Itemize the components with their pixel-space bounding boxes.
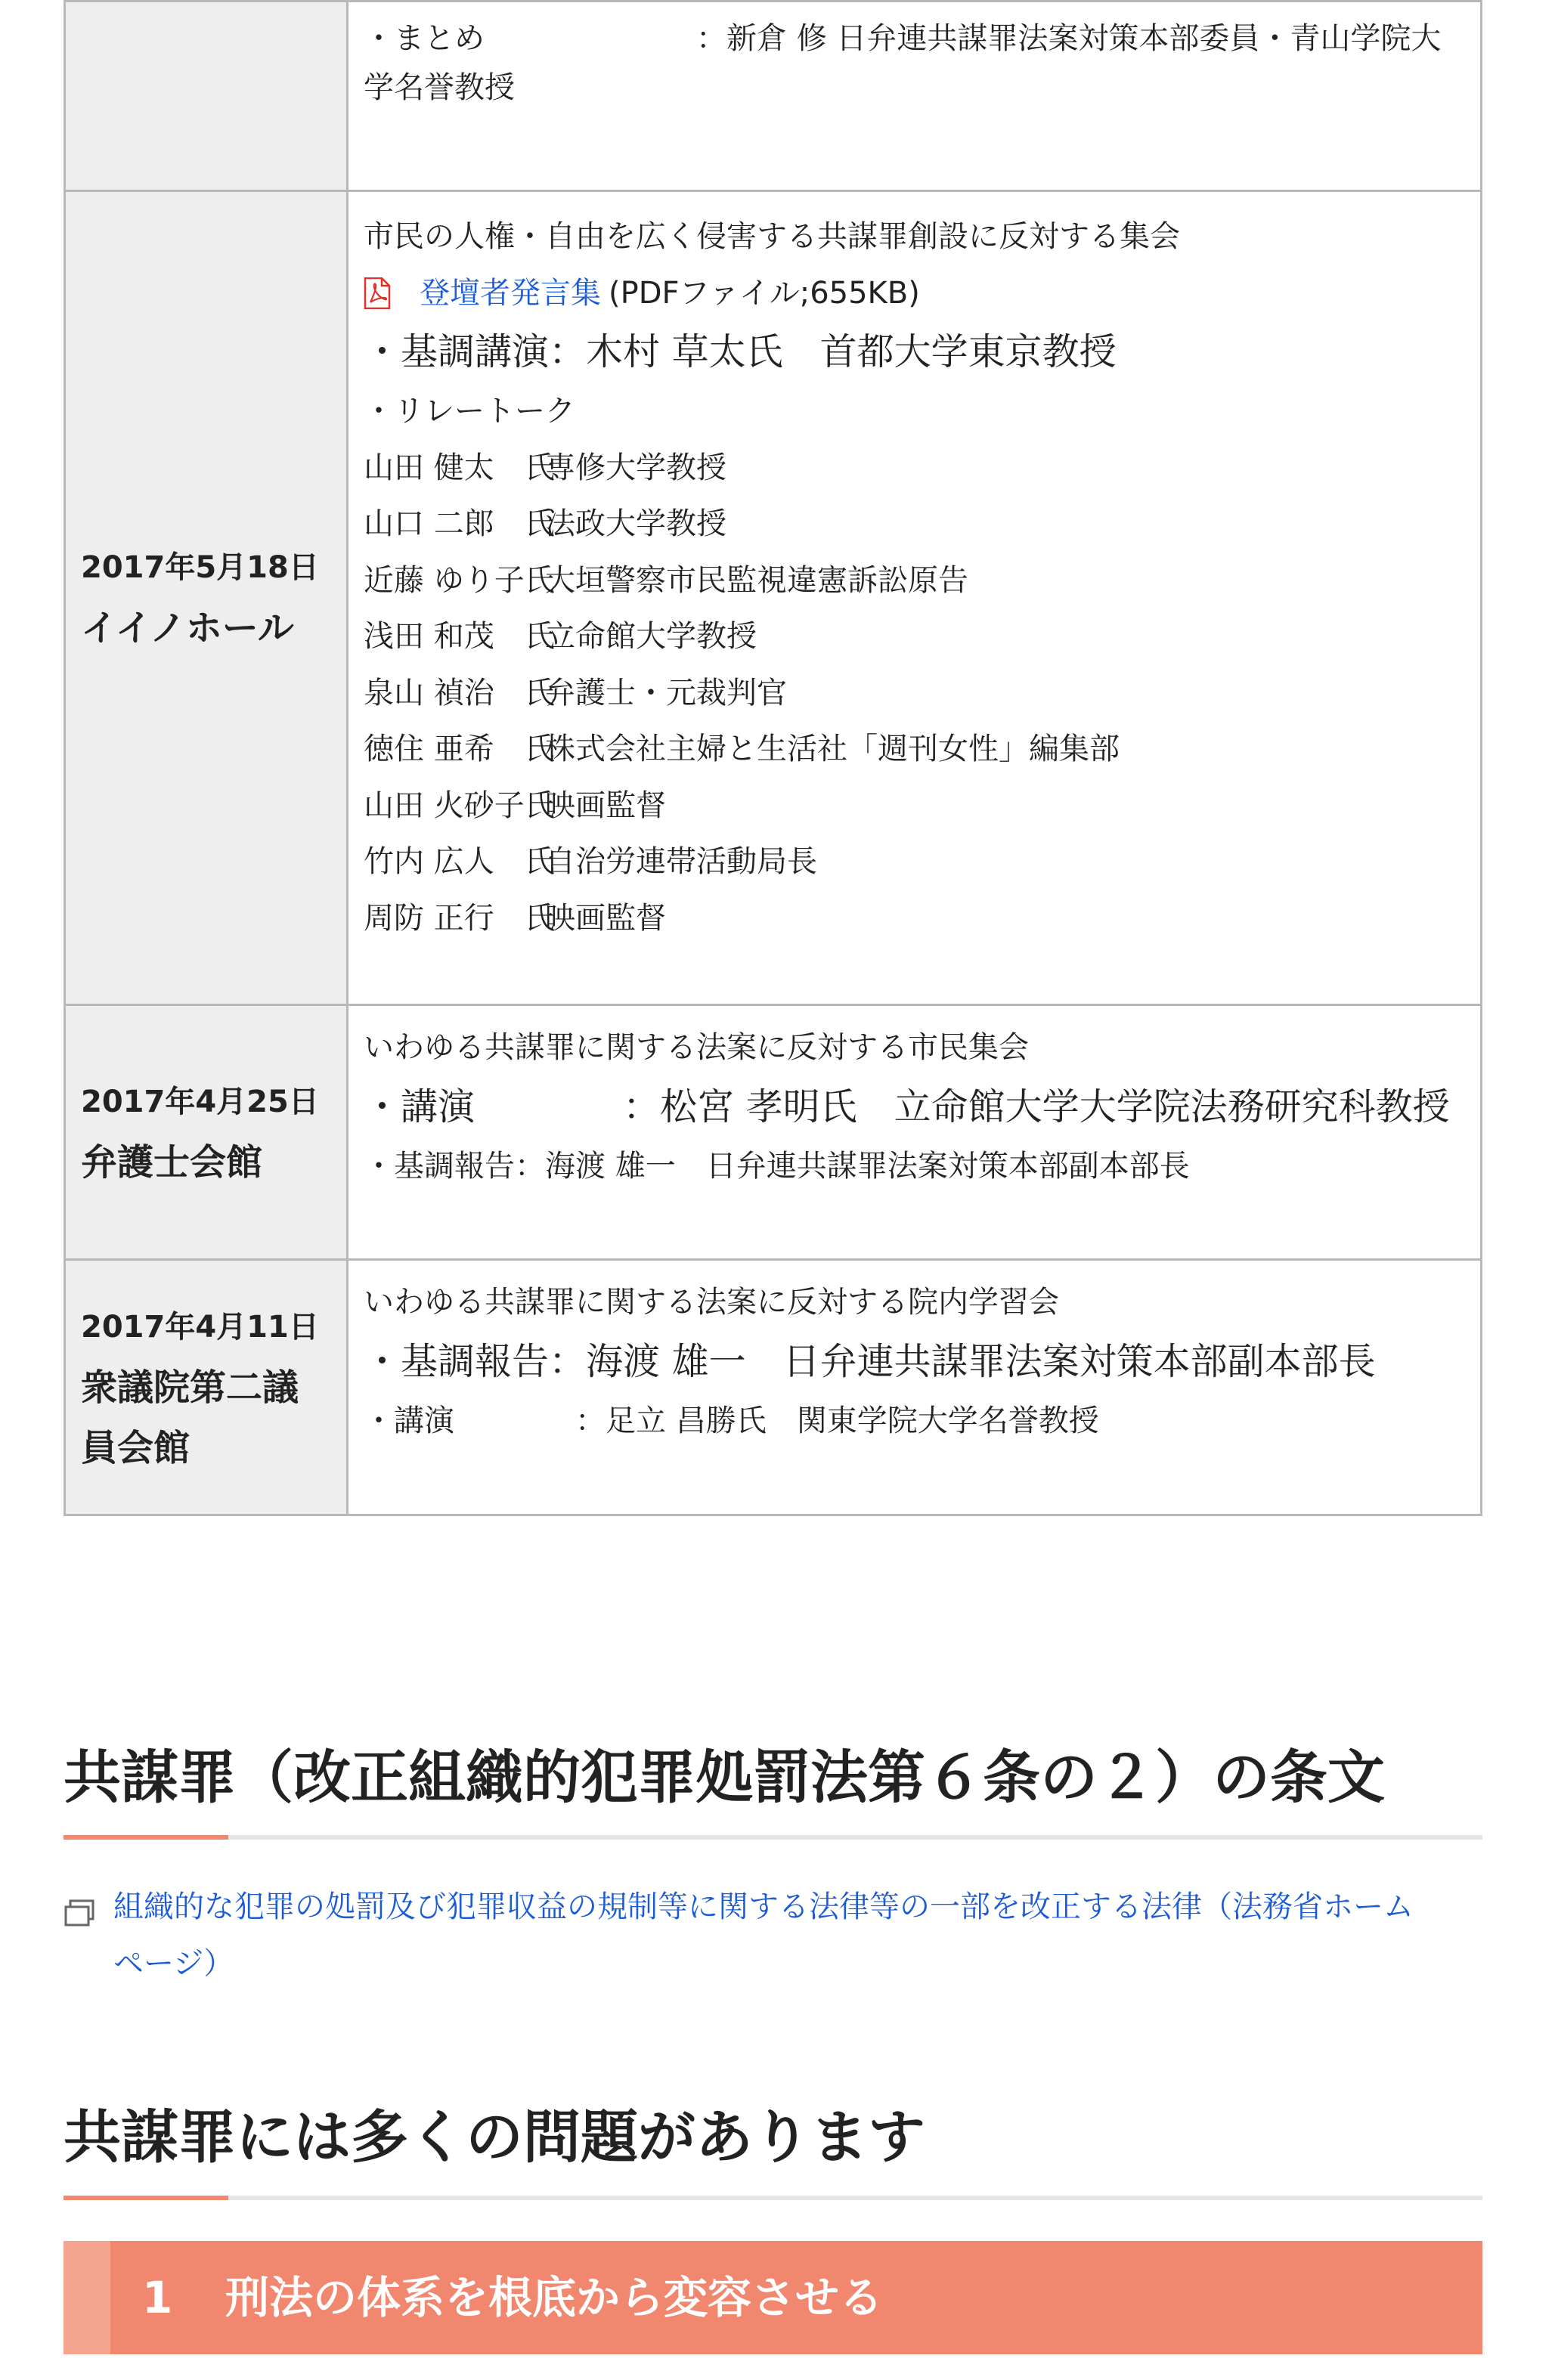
event-row xyxy=(65,191,1482,1005)
speaker-name: 周防 正行 氏 xyxy=(364,900,555,936)
speaker-name: 山田 健太 氏 xyxy=(364,450,555,485)
keynote-line: ・基調講演：木村 草太氏 首都大学東京教授 xyxy=(364,330,1117,373)
problem-number: 1 xyxy=(142,2272,173,2323)
speaker-title: 映画監督 xyxy=(545,788,666,823)
report-line: ・基調報告：海渡 雄一 日弁連共謀罪法案対策本部副本部長 xyxy=(364,1339,1376,1383)
law-section-heading: 共謀罪（改正組織的犯罪処罰法第６条の２）の条文 xyxy=(64,1744,1385,1811)
summary-line-cont: 学名誉教授 xyxy=(364,70,515,105)
speaker-row xyxy=(364,552,1465,609)
problems-heading-rule xyxy=(64,2196,1482,2200)
law-link-line-1: 組織的な犯罪の処罰及び犯罪収益の規制等に関する法律等の一部を改正する法律（法務省ホーム xyxy=(113,1889,1414,1924)
event-venue: 弁護士会館 xyxy=(81,1141,263,1184)
pdf-file-meta: (PDFファイル;655KB) xyxy=(609,275,920,311)
event-date: 2017年5月18日 xyxy=(81,550,319,585)
speaker-row xyxy=(364,608,1465,665)
event-date-cell xyxy=(65,2,348,191)
speaker-title: 自治労連帯活動局長 xyxy=(545,844,817,879)
law-heading-rule xyxy=(64,1835,1482,1840)
speaker-title: 株式会社主婦と生活社「週刊女性」編集部 xyxy=(545,732,1120,766)
event-content-cell xyxy=(348,1260,1482,1515)
heading-accent xyxy=(64,2196,228,2200)
event-venue-line-2: 員会館 xyxy=(81,1426,191,1469)
banner-stripe xyxy=(64,2241,110,2354)
speaker-row xyxy=(364,665,1465,722)
law-link-row xyxy=(64,1879,1482,1992)
problem-item-banner[interactable] xyxy=(64,2241,1482,2354)
event-row xyxy=(65,1005,1482,1260)
event-row xyxy=(65,2,1482,191)
event-date: 2017年4月25日 xyxy=(81,1085,319,1119)
heading-accent xyxy=(64,1835,228,1840)
speaker-row xyxy=(364,834,1465,890)
events-table xyxy=(64,0,1482,1516)
speaker-name: 竹内 広人 氏 xyxy=(364,844,555,879)
problem-title: 刑法の体系を根底から変容させる xyxy=(225,2272,884,2323)
event-content-cell xyxy=(348,1005,1482,1260)
speaker-name: 浅田 和茂 氏 xyxy=(364,619,555,654)
event-venue: イイノホール xyxy=(81,607,294,649)
speakers-pdf-link[interactable]: 登壇者発言集 xyxy=(420,275,601,311)
speaker-title: 立命館大学教授 xyxy=(545,619,757,654)
event-content-cell xyxy=(348,191,1482,1005)
relay-talk-label: ・リレートーク xyxy=(364,394,575,429)
problems-section-heading: 共謀罪には多くの問題があります xyxy=(64,2103,925,2171)
speaker-title: 専修大学教授 xyxy=(545,450,726,485)
event-date: 2017年4月11日 xyxy=(81,1309,319,1345)
speaker-row xyxy=(364,778,1465,834)
event-date-cell xyxy=(65,191,348,1005)
event-venue-line-1: 衆議院第二議 xyxy=(81,1366,299,1409)
lecture-line: ・講演 ：足立 昌勝氏 関東学院大学名誉教授 xyxy=(364,1403,1099,1438)
report-line: ・基調報告：海渡 雄一 日弁連共謀罪法案対策本部副本部長 xyxy=(364,1148,1190,1184)
speaker-name: 近藤 ゆり子氏 xyxy=(364,562,555,598)
event-date-cell xyxy=(65,1260,348,1515)
speaker-name: 泉山 禎治 氏 xyxy=(364,675,555,710)
speaker-name: 徳住 亜希 氏 xyxy=(364,732,555,766)
speaker-title: 映画監督 xyxy=(545,900,666,936)
lecture-line: ・講演 ：松宮 孝明氏 立命館大学大学院法務研究科教授 xyxy=(364,1085,1450,1128)
pdf-icon xyxy=(364,277,391,309)
event-row xyxy=(65,1260,1482,1515)
law-link-line-2: ページ） xyxy=(113,1945,234,1981)
pdf-link-row xyxy=(364,265,1465,322)
summary-line: ・まとめ ：新倉 修 日弁連共謀罪法案対策本部委員・青山学院大 xyxy=(364,21,1442,56)
speaker-row xyxy=(364,496,1465,552)
event-content-cell xyxy=(348,2,1482,191)
speaker-title: 法政大学教授 xyxy=(545,506,726,541)
speaker-row xyxy=(364,440,1465,497)
speaker-row xyxy=(364,890,1465,947)
speaker-name: 山田 火砂子氏 xyxy=(364,788,555,823)
external-window-icon xyxy=(64,1899,95,1927)
speaker-row xyxy=(364,721,1465,778)
banner-text xyxy=(142,2241,883,2354)
speaker-title: 大垣警察市民監視違憲訴訟原告 xyxy=(545,562,968,598)
speaker-title: 弁護士・元裁判官 xyxy=(545,675,787,710)
event-title: いわゆる共謀罪に関する法案に反対する院内学習会 xyxy=(364,1285,1059,1320)
event-title: 市民の人権・自由を広く侵害する共謀罪創設に反対する集会 xyxy=(364,219,1180,254)
speaker-name: 山口 二郎 氏 xyxy=(364,506,555,541)
event-title: いわゆる共謀罪に関する法案に反対する市民集会 xyxy=(364,1030,1029,1065)
law-amendment-link[interactable] xyxy=(113,1879,1482,1992)
event-date-cell xyxy=(65,1005,348,1260)
